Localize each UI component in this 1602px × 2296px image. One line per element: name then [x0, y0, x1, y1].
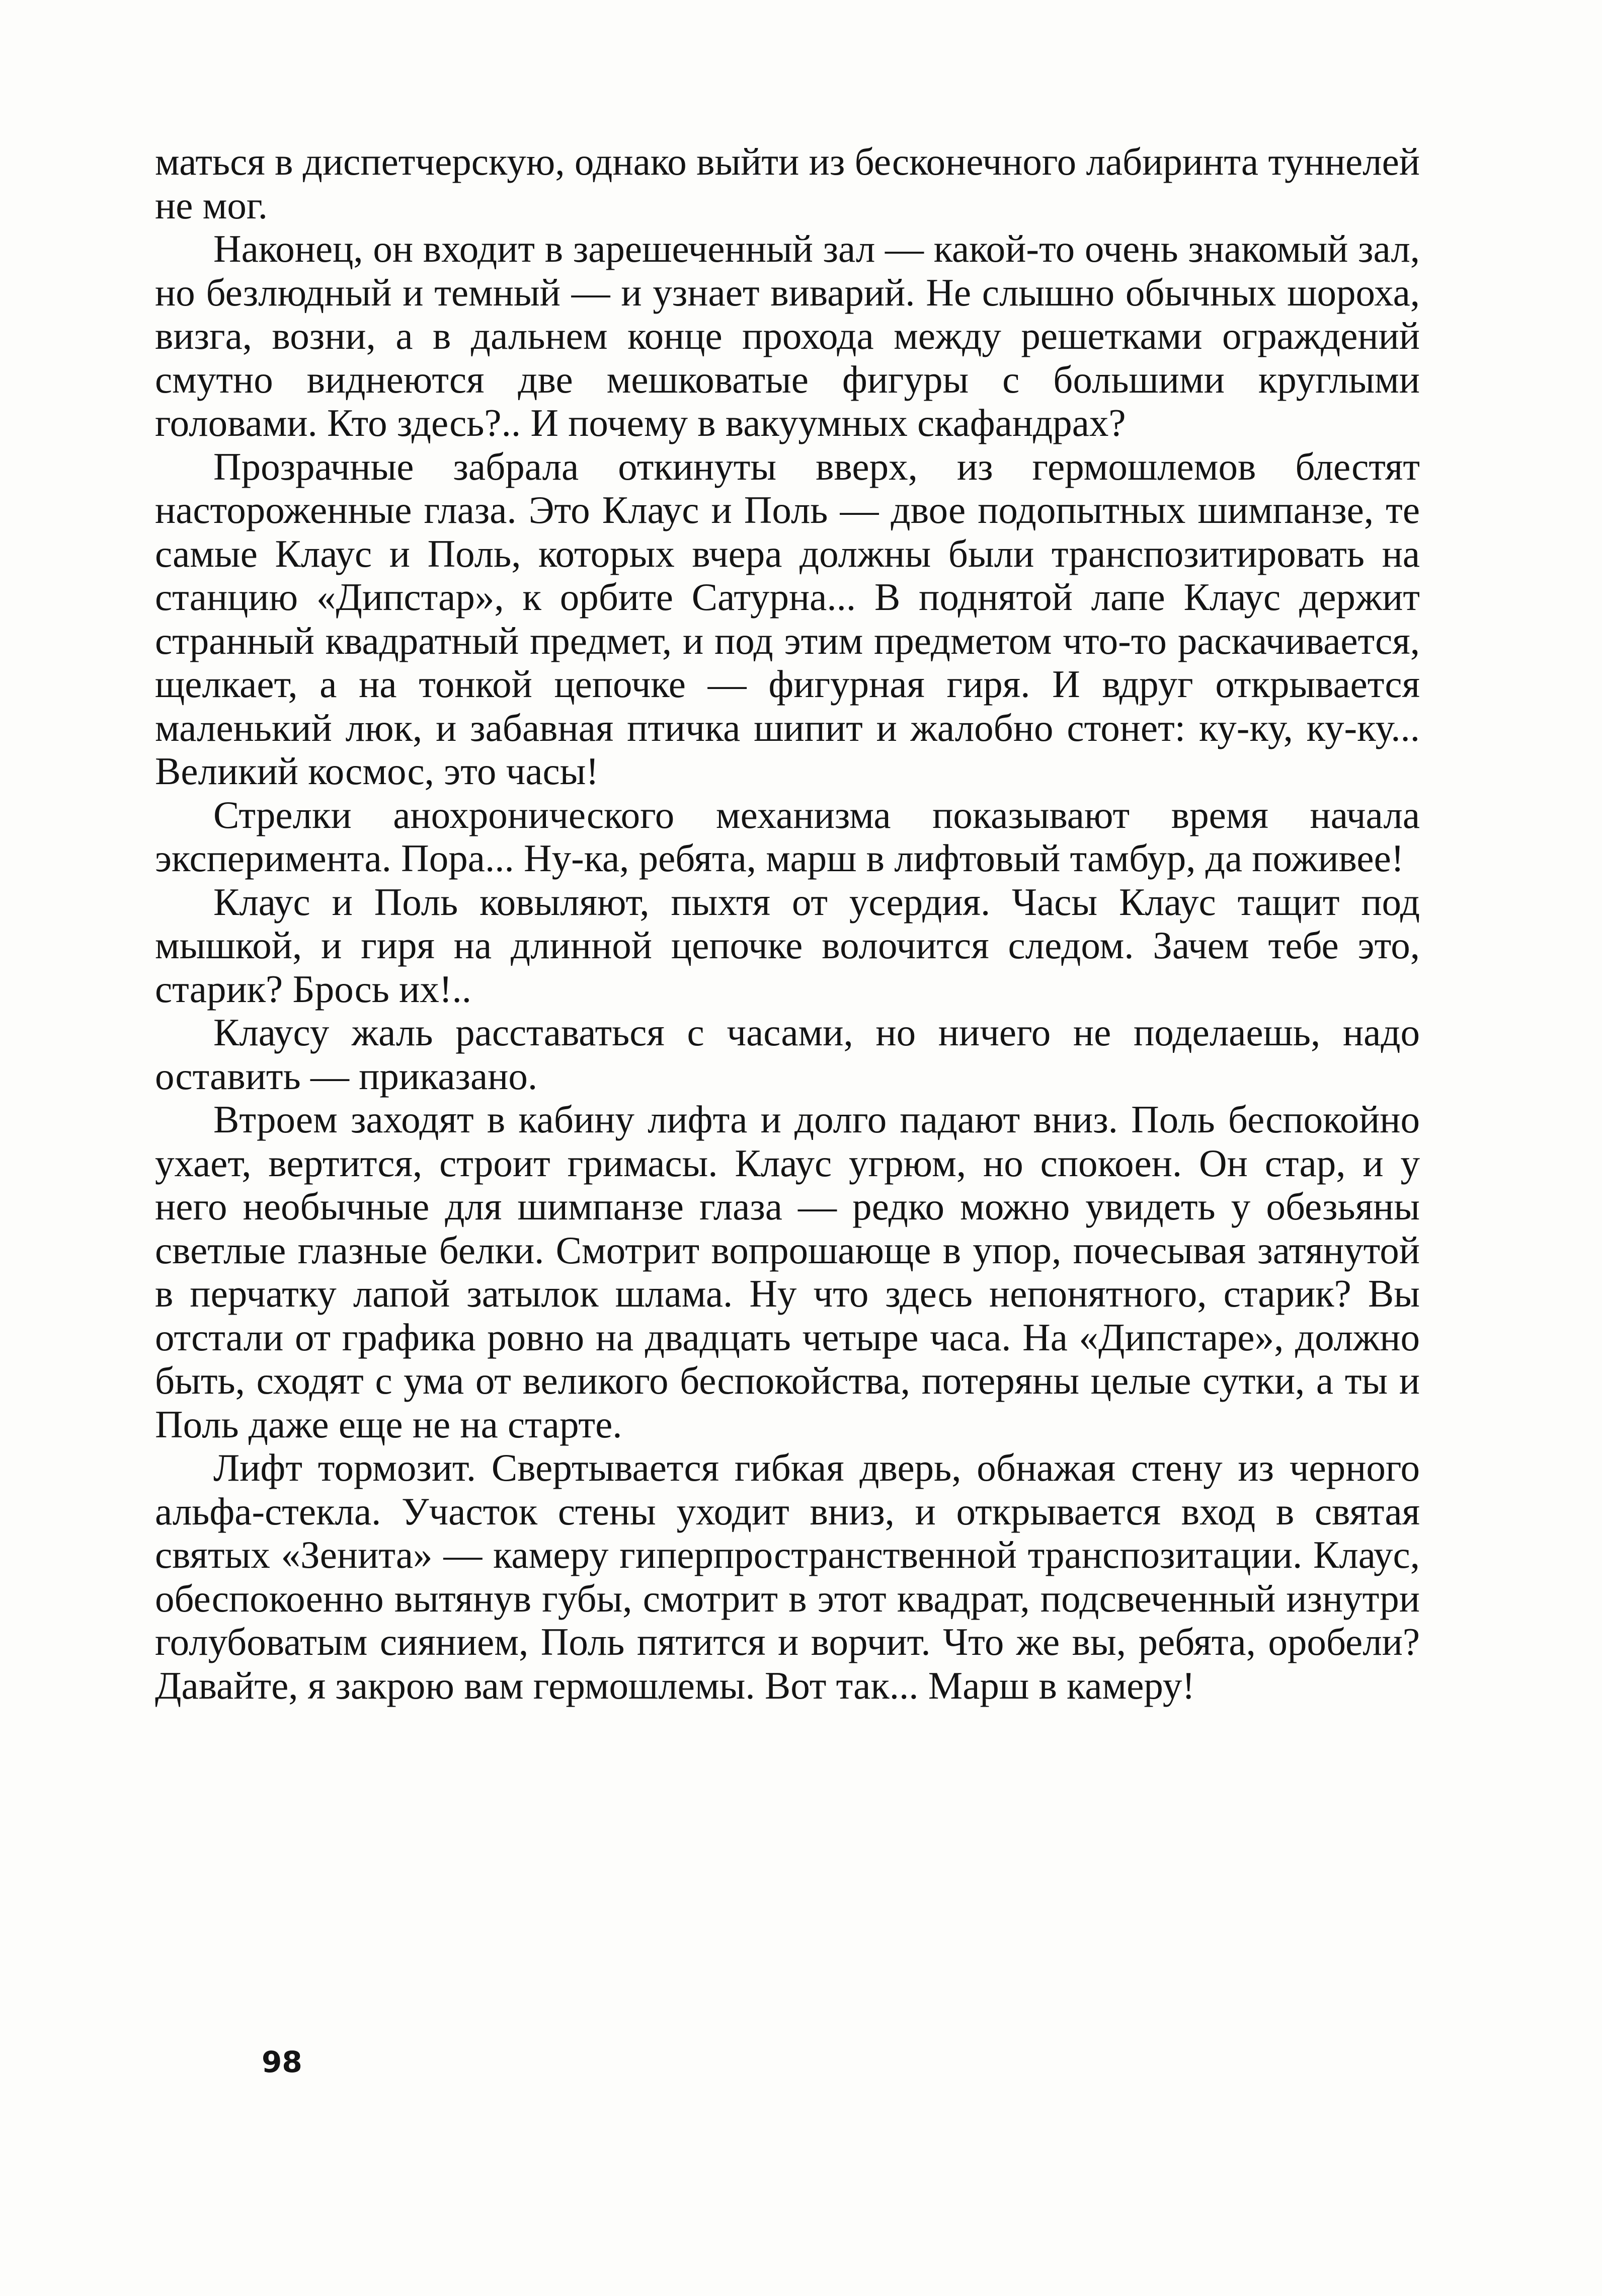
paragraph-2: Наконец, он входит в зарешеченный зал — какой-то очень знакомый зал, но безлюдный и темный — и узнает виварий. Не слышно обычных шороха, визга, возни, а в дальнем конце прохода между решетками ограждений смутно виднеются две мешковатые фигуры с большими круглыми головами. Кто здесь?.. И почему в вакуумных скафандрах? [155, 227, 1420, 444]
paragraph-3: Прозрачные забрала откинуты вверх, из гермошлемов блестят настороженные глаза. Это Клаус и Поль — двое подопытных шимпанзе, те самые Клаус и Поль, которых вчера должны были транспозитировать на станцию «Дипстар», к орбите Сатурна... В поднятой лапе Клаус держит странный квадратный предмет, и под этим предметом что-то раскачивается, щелкает, а на тонкой цепочке — фигурная гиря. И вдруг открывается маленький люк, и забавная птичка шипит и жалобно стонет: ку-ку, ку-ку... Великий космос, это часы! [155, 444, 1420, 793]
page-number: 98 [262, 2045, 302, 2079]
body-text [155, 140, 1420, 1707]
paragraph-6: Клаусу жаль расставаться с часами, но ничего не поделаешь, надо оставить — приказано. [155, 1011, 1420, 1098]
paragraph-7: Втроем заходят в кабину лифта и долго падают вниз. Поль беспокойно ухает, вертится, строит гримасы. Клаус угрюм, но спокоен. Он стар, и у него необычные для шимпанзе глаза — редко можно увидеть у обезьяны светлые глазные белки. Смотрит вопрошающе в упор, почесывая затянутой в перчатку лапой затылок шлама. Ну что здесь непонятного, старик? Вы отстали от графика ровно на двадцать четыре часа. На «Дипстаре», должно быть, сходят с ума от великого беспокойства, потеряны целые сутки, а ты и Поль даже еще не на старте. [155, 1098, 1420, 1446]
paragraph-4: Стрелки анохронического механизма показывают время начала эксперимента. Пора... Ну-ка, ребята, марш в лифтовый тамбур, да поживее! [155, 793, 1420, 880]
paragraph-8: Лифт тормозит. Свертывается гибкая дверь, обнажая стену из черного альфа-стекла. Участок стены уходит вниз, и открывается вход в святая святых «Зенита» — камеру гиперпространственной транспозитации. Клаус, обеспокоенно вытянув губы, смотрит в этот квадрат, подсвеченный изнутри голубоватым сиянием, Поль пятится и ворчит. Что же вы, ребята, оробели? Давайте, я закрою вам гермошлемы. Вот так... Марш в камеру! [155, 1446, 1420, 1707]
paragraph-1: маться в диспетчерскую, однако выйти из бесконечного лабиринта туннелей не мог. [155, 140, 1420, 227]
paragraph-5: Клаус и Поль ковыляют, пыхтя от усердия. Часы Клаус тащит под мышкой, и гиря на длинной цепочке волочится следом. Зачем тебе это, старик? Брось их!.. [155, 880, 1420, 1011]
